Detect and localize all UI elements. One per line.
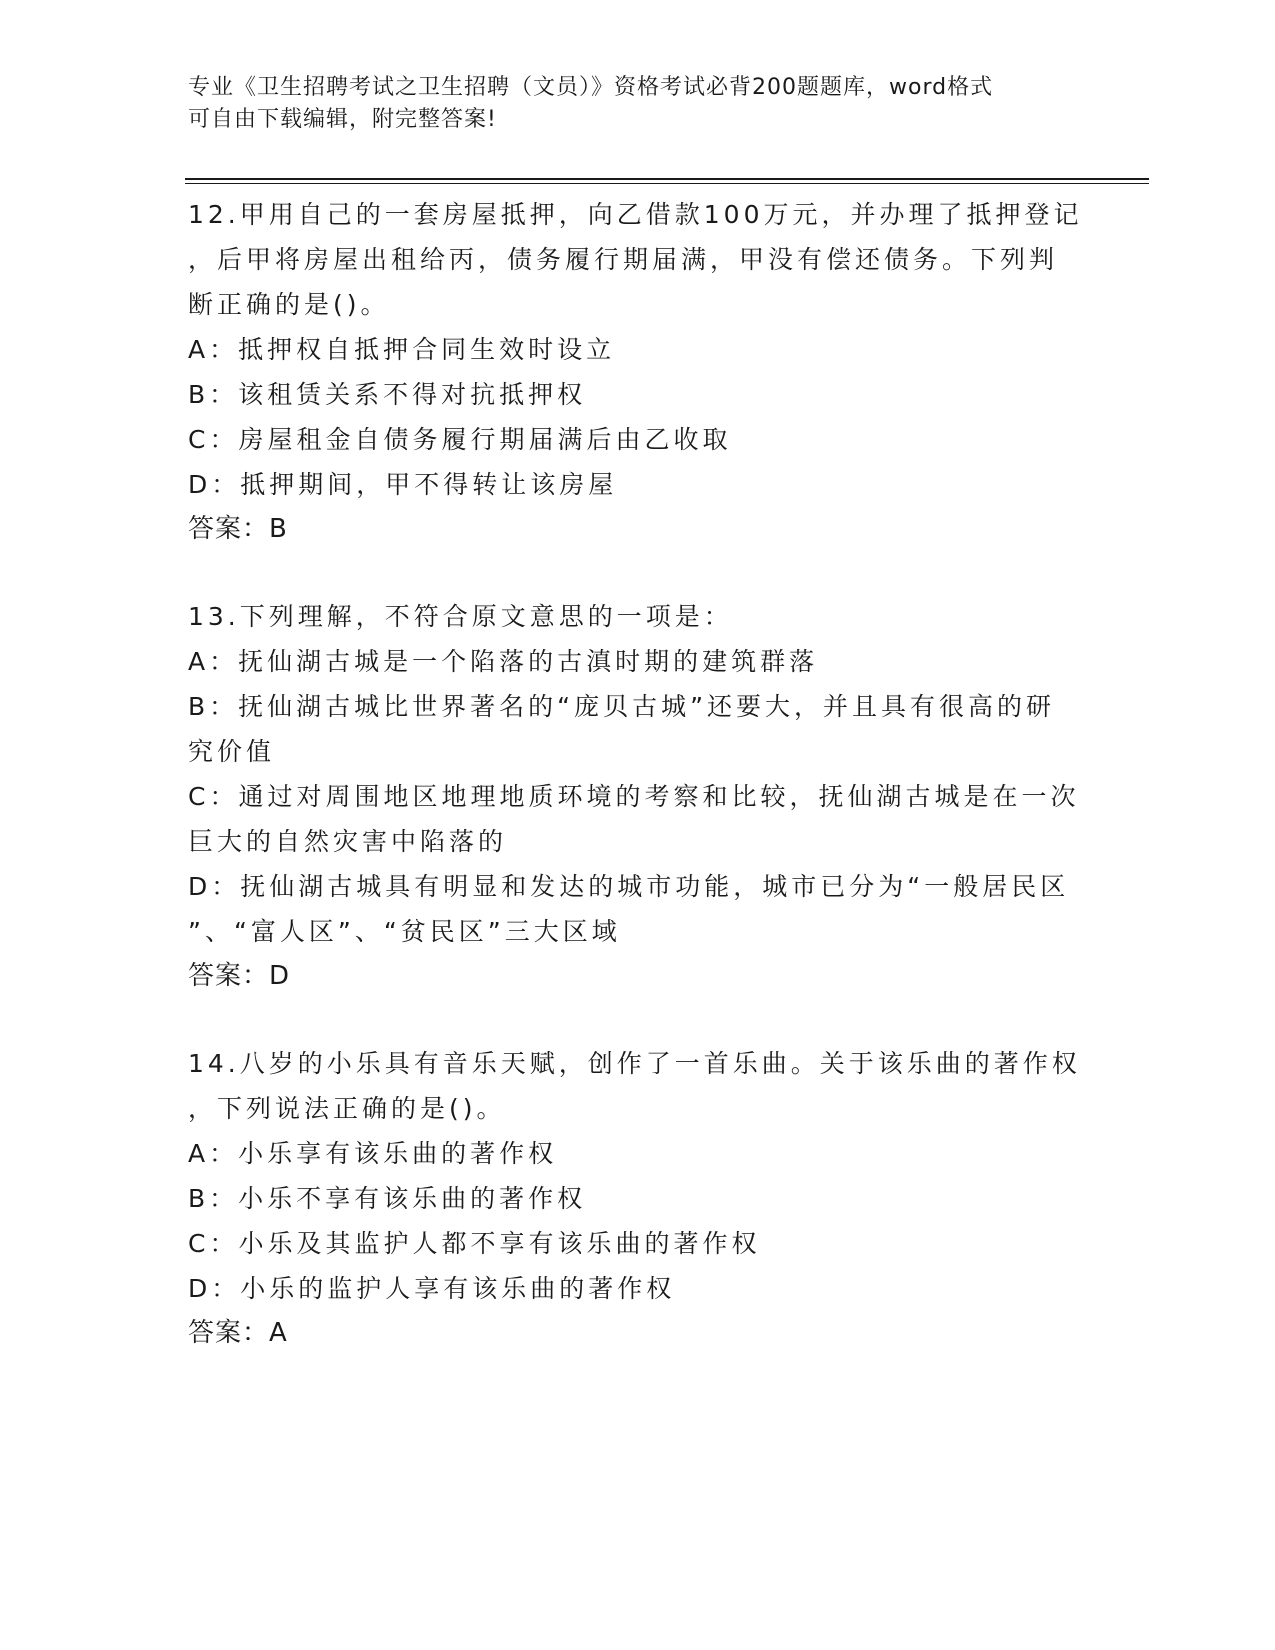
document-header [188, 72, 1088, 136]
option-d-continued: ”、“富人区”、“贫民区”三大区域 [188, 917, 621, 946]
question-14 [188, 1041, 1088, 1356]
option-b: B：小乐不享有该乐曲的著作权 [188, 1184, 587, 1213]
question-12 [188, 192, 1088, 552]
question-13 [188, 594, 1088, 999]
question-stem-line: 14.八岁的小乐具有音乐天赋，创作了一首乐曲。关于该乐曲的著作权 [188, 1049, 1081, 1078]
question-stem-line: 断正确的是()。 [188, 290, 390, 319]
option-b-continued: 究价值 [188, 737, 276, 766]
header-divider-thick [185, 178, 1149, 180]
option-a: A：抵押权自抵押合同生效时设立 [188, 335, 616, 364]
header-divider-thin [185, 183, 1149, 184]
option-c: C：通过对周围地区地理地质环境的考察和比较，抚仙湖古城是在一次 [188, 782, 1080, 811]
answer-label: 答案：A [188, 1318, 288, 1348]
question-stem-line: 13.下列理解，不符合原文意思的一项是： [188, 602, 733, 631]
option-d: D：抵押期间，甲不得转让该房屋 [188, 470, 618, 499]
option-c-continued: 巨大的自然灾害中陷落的 [188, 827, 508, 856]
option-a: A：抚仙湖古城是一个陷落的古滇时期的建筑群落 [188, 647, 819, 676]
answer-label: 答案：D [188, 961, 291, 991]
header-line-2: 可自由下载编辑，附完整答案! [188, 107, 497, 132]
question-stem-line: ，下列说法正确的是()。 [188, 1094, 506, 1123]
question-stem-line: 12.甲用自己的一套房屋抵押，向乙借款100万元，并办理了抵押登记 [188, 200, 1083, 229]
option-b: B：抚仙湖古城比世界著名的“庞贝古城”还要大，并且具有很高的研 [188, 692, 1056, 721]
option-c: C：小乐及其监护人都不享有该乐曲的著作权 [188, 1229, 761, 1258]
option-d: D：小乐的监护人享有该乐曲的著作权 [188, 1274, 676, 1303]
option-d: D：抚仙湖古城具有明显和发达的城市功能，城市已分为“一般居民区 [188, 872, 1070, 901]
option-c: C：房屋租金自债务履行期届满后由乙收取 [188, 425, 732, 454]
question-stem-line: ，后甲将房屋出租给丙，债务履行期届满，甲没有偿还债务。下列判 [188, 245, 1059, 274]
header-line-1: 专业《卫生招聘考试之卫生招聘（文员）》资格考试必背200题题库，word格式 [188, 75, 994, 100]
option-b: B：该租赁关系不得对抗抵押权 [188, 380, 587, 409]
answer-label: 答案：B [188, 514, 288, 544]
option-a: A：小乐享有该乐曲的著作权 [188, 1139, 558, 1168]
question-list [188, 192, 1088, 1398]
